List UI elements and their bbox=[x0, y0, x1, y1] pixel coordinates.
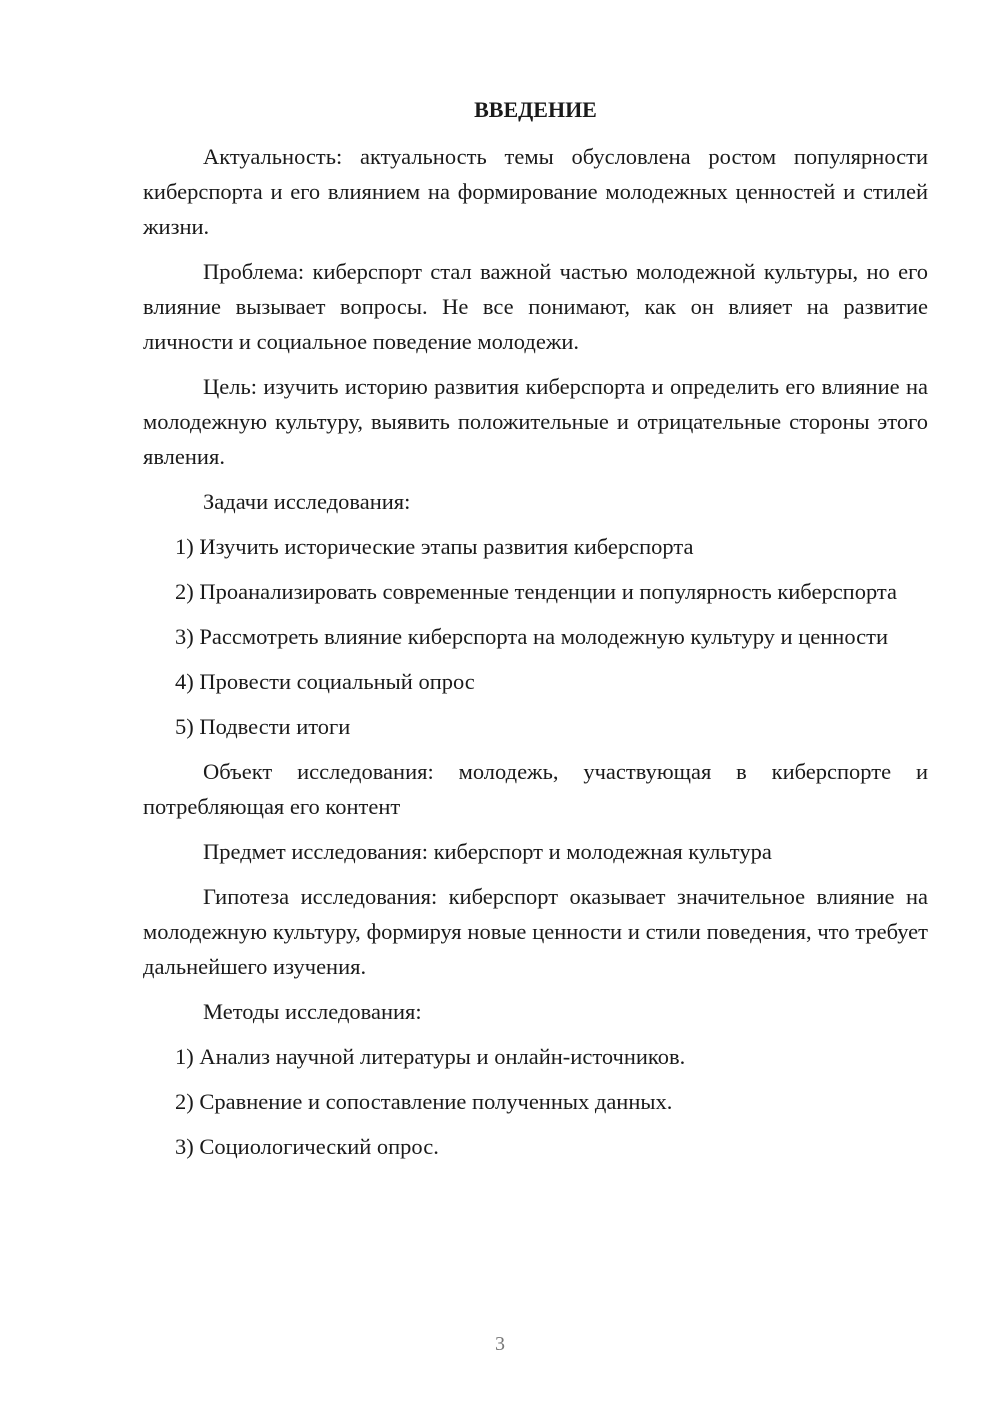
paragraph-subject: Предмет исследования: киберспорт и молодежная культура bbox=[203, 839, 772, 864]
task-item: 3) Рассмотреть влияние киберспорта на молодежную культуру и ценности bbox=[175, 624, 888, 649]
paragraph-goal: Цель: изучить историю развития киберспорта и определить его влияние на молодежную культуру, выявить положительные и отрицательные стороны этого явления. bbox=[143, 374, 928, 469]
task-item: 5) Подвести итоги bbox=[175, 714, 351, 739]
method-item: 1) Анализ научной литературы и онлайн-источников. bbox=[175, 1044, 686, 1069]
task-item: 2) Проанализировать современные тенденции и популярность киберспорта bbox=[175, 579, 898, 604]
task-item: 1) Изучить исторические этапы развития киберспорта bbox=[175, 534, 694, 559]
paragraph-problem: Проблема: киберспорт стал важной частью молодежной культуры, но его влияние вызывает вопросы. Не все понимают, как он влияет на развитие личности и социальное поведение молодежи. bbox=[143, 259, 928, 354]
method-item: 3) Социологический опрос. bbox=[175, 1134, 439, 1159]
paragraph-relevance: Актуальность: актуальность темы обусловлена ростом популярности киберспорта и его влиянием на формирование молодежных ценностей и стилей жизни. bbox=[143, 144, 928, 239]
paragraph-object: Объект исследования: молодежь, участвующая в киберспорте и потребляющая его контент bbox=[143, 759, 928, 819]
method-item: 2) Сравнение и сопоставление полученных данных. bbox=[175, 1089, 673, 1114]
page-number: 3 bbox=[495, 1333, 505, 1355]
section-heading: ВВЕДЕНИЕ bbox=[474, 97, 597, 122]
methods-heading: Методы исследования: bbox=[203, 999, 422, 1024]
paragraph-hypothesis: Гипотеза исследования: киберспорт оказывает значительное влияние на молодежную культуру, формируя новые ценности и стили поведения, что требует дальнейшего изучения. bbox=[143, 884, 928, 979]
document-page bbox=[143, 92, 928, 1174]
task-item: 4) Провести социальный опрос bbox=[175, 669, 475, 694]
tasks-heading: Задачи исследования: bbox=[203, 489, 411, 514]
